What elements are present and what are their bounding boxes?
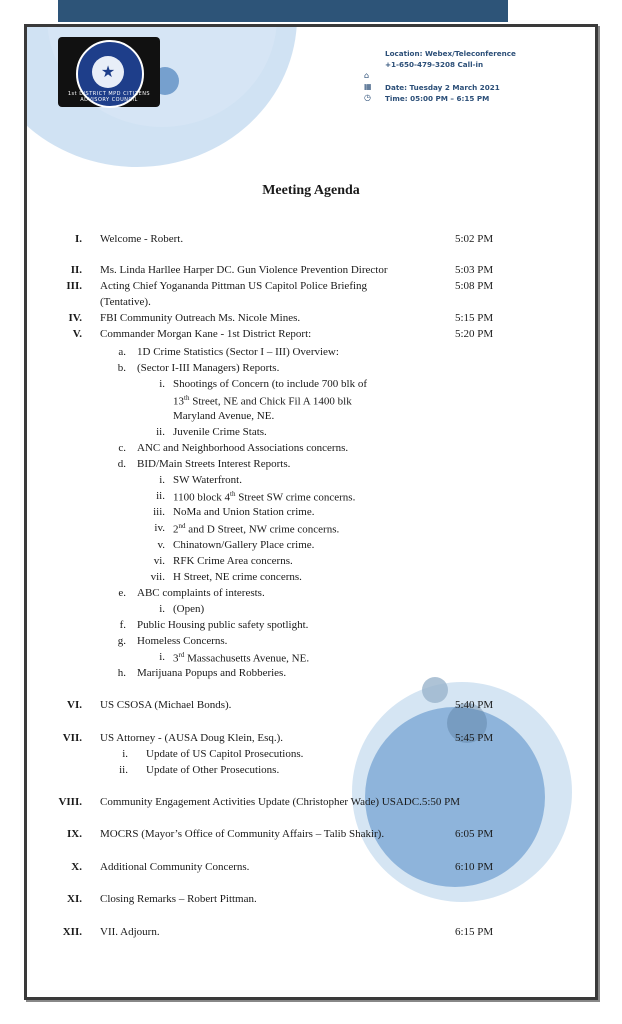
agenda-text: Additional Community Concerns. (100, 861, 250, 873)
sub-text: (Sector I-III Managers) Reports. (137, 362, 280, 374)
sub-num: iii. (153, 506, 165, 518)
agenda-text: Community Engagement Activities Update (Christopher Wade) USADC.5:50 PM (100, 796, 461, 808)
sub-num: v. (157, 539, 165, 551)
sub-num: c. (118, 442, 126, 454)
sub-num: e. (118, 587, 126, 599)
sub-text: SW Waterfront. (173, 474, 242, 486)
location-text: Location: Webex/Teleconference (385, 49, 516, 58)
agenda-text-cont: (Tentative). (100, 296, 151, 308)
agenda-text: VII. Adjourn. (100, 926, 160, 938)
sub-num: b. (117, 362, 126, 374)
agenda-text: Welcome - Robert. (100, 233, 184, 245)
agenda-text: Closing Remarks – Robert Pittman. (100, 893, 257, 905)
agenda-time: 6:10 PM (455, 861, 494, 873)
sub-text: Marijuana Popups and Robberies. (137, 667, 287, 679)
sub-text: 1100 block 4th Street SW crime concerns. (173, 490, 356, 504)
time-text: Time: 05:00 PM – 6:15 PM (385, 94, 490, 103)
agenda-text: FBI Community Outreach Ms. Nicole Mines. (100, 312, 301, 324)
agenda-text: MOCRS (Mayor’s Office of Community Affairs – Talib Shakir). (100, 828, 385, 840)
agenda-num: XII. (62, 926, 82, 938)
sub-text: 1D Crime Statistics (Sector I – III) Overview: (137, 346, 339, 358)
sub-num: i. (159, 651, 165, 663)
agenda-text: US CSOSA (Michael Bonds). (100, 699, 232, 711)
sub-num: a. (118, 346, 126, 358)
agenda-num: IV. (68, 312, 82, 324)
sub-num: ii. (156, 426, 165, 438)
sub-text: Update of US Capitol Prosecutions. (146, 748, 304, 760)
agenda-text: US Attorney - (AUSA Doug Klein, Esq.). (100, 732, 284, 744)
date-text: Date: Tuesday 2 March 2021 (385, 83, 500, 92)
sub-text: Chinatown/Gallery Place crime. (173, 539, 315, 551)
agenda-num: XI. (67, 893, 82, 905)
sub-num: vi. (153, 555, 165, 567)
star-icon: ★ (100, 62, 116, 81)
sub-text: (Open) (173, 603, 205, 615)
agenda-time: 5:08 PM (455, 280, 494, 292)
sub-text: Homeless Concerns. (137, 635, 228, 647)
page-title: Meeting Agenda (262, 183, 360, 198)
sub-text: 2nd and D Street, NW crime concerns. (173, 522, 340, 536)
deco-dot-bottom (422, 677, 448, 703)
agenda-time: 5:20 PM (455, 328, 494, 340)
header-bar (58, 0, 508, 22)
agenda-time: 6:05 PM (455, 828, 494, 840)
agenda-time: 5:40 PM (455, 699, 494, 711)
sub-num: i. (159, 474, 165, 486)
sub-num: f. (119, 619, 126, 631)
agenda-text: Acting Chief Yogananda Pittman US Capitol Police Briefing (100, 280, 368, 292)
phone-text: +1-650-479-3208 Call-in (385, 60, 484, 69)
sub-num: d. (117, 458, 126, 470)
agenda-num: IX. (67, 828, 82, 840)
sub-text: Juvenile Crime Stats. (173, 426, 267, 438)
sub-num: i. (159, 603, 165, 615)
logo-badge (92, 56, 124, 88)
sub-text: 3rd Massachusetts Avenue, NE. (173, 651, 310, 665)
sub-num: i. (122, 748, 128, 760)
sub-num: i. (159, 378, 165, 390)
sub-num: h. (117, 667, 126, 679)
sub-text-cont: 13th Street, NE and Chick Fil A 1400 blk (173, 394, 352, 408)
agenda-num: V. (72, 328, 82, 340)
sub-text: RFK Crime Area concerns. (173, 555, 293, 567)
sub-text-cont: Maryland Avenue, NE. (173, 410, 275, 422)
agenda-num: I. (74, 233, 82, 245)
sub-text: BID/Main Streets Interest Reports. (137, 458, 291, 470)
sub-num: ii. (156, 490, 165, 502)
logo-caption: 1st DISTRICT MPD CITIZENS ADVISORY COUNCIL (67, 91, 151, 103)
agenda-num: VIII. (58, 796, 82, 808)
agenda-text: Ms. Linda Harllee Harper DC. Gun Violence Prevention Director (100, 264, 388, 276)
council-logo (58, 37, 160, 107)
agenda-time: 5:45 PM (455, 732, 494, 744)
sub-text: Shootings of Concern (to include 700 blk of (173, 378, 368, 390)
agenda-time: 6:15 PM (455, 926, 494, 938)
agenda-num: III. (66, 280, 82, 292)
sub-text: Update of Other Prosecutions. (146, 764, 280, 776)
sub-num: iv. (154, 522, 165, 534)
sub-text: NoMa and Union Station crime. (173, 506, 315, 518)
sub-text: Public Housing public safety spotlight. (137, 619, 309, 631)
home-icon: ⌂ (364, 71, 370, 80)
agenda-num: X. (71, 861, 82, 873)
agenda-text: Commander Morgan Kane - 1st District Report: (100, 328, 312, 340)
agenda-num: VI. (67, 699, 82, 711)
sub-num: ii. (119, 764, 128, 776)
clock-icon: ◷ (364, 93, 371, 102)
sub-text: H Street, NE crime concerns. (173, 571, 302, 583)
agenda-time: 5:15 PM (455, 312, 494, 324)
agenda-num: II. (70, 264, 82, 276)
sub-text: ANC and Neighborhood Associations concerns. (137, 442, 349, 454)
agenda-num: VII. (62, 732, 82, 744)
agenda-time: 5:02 PM (455, 233, 494, 245)
sub-text: ABC complaints of interests. (137, 587, 265, 599)
sub-num: vii. (150, 571, 165, 583)
agenda-time: 5:03 PM (455, 264, 494, 276)
calendar-icon: ▦ (364, 82, 372, 91)
sub-num: g. (117, 635, 126, 647)
